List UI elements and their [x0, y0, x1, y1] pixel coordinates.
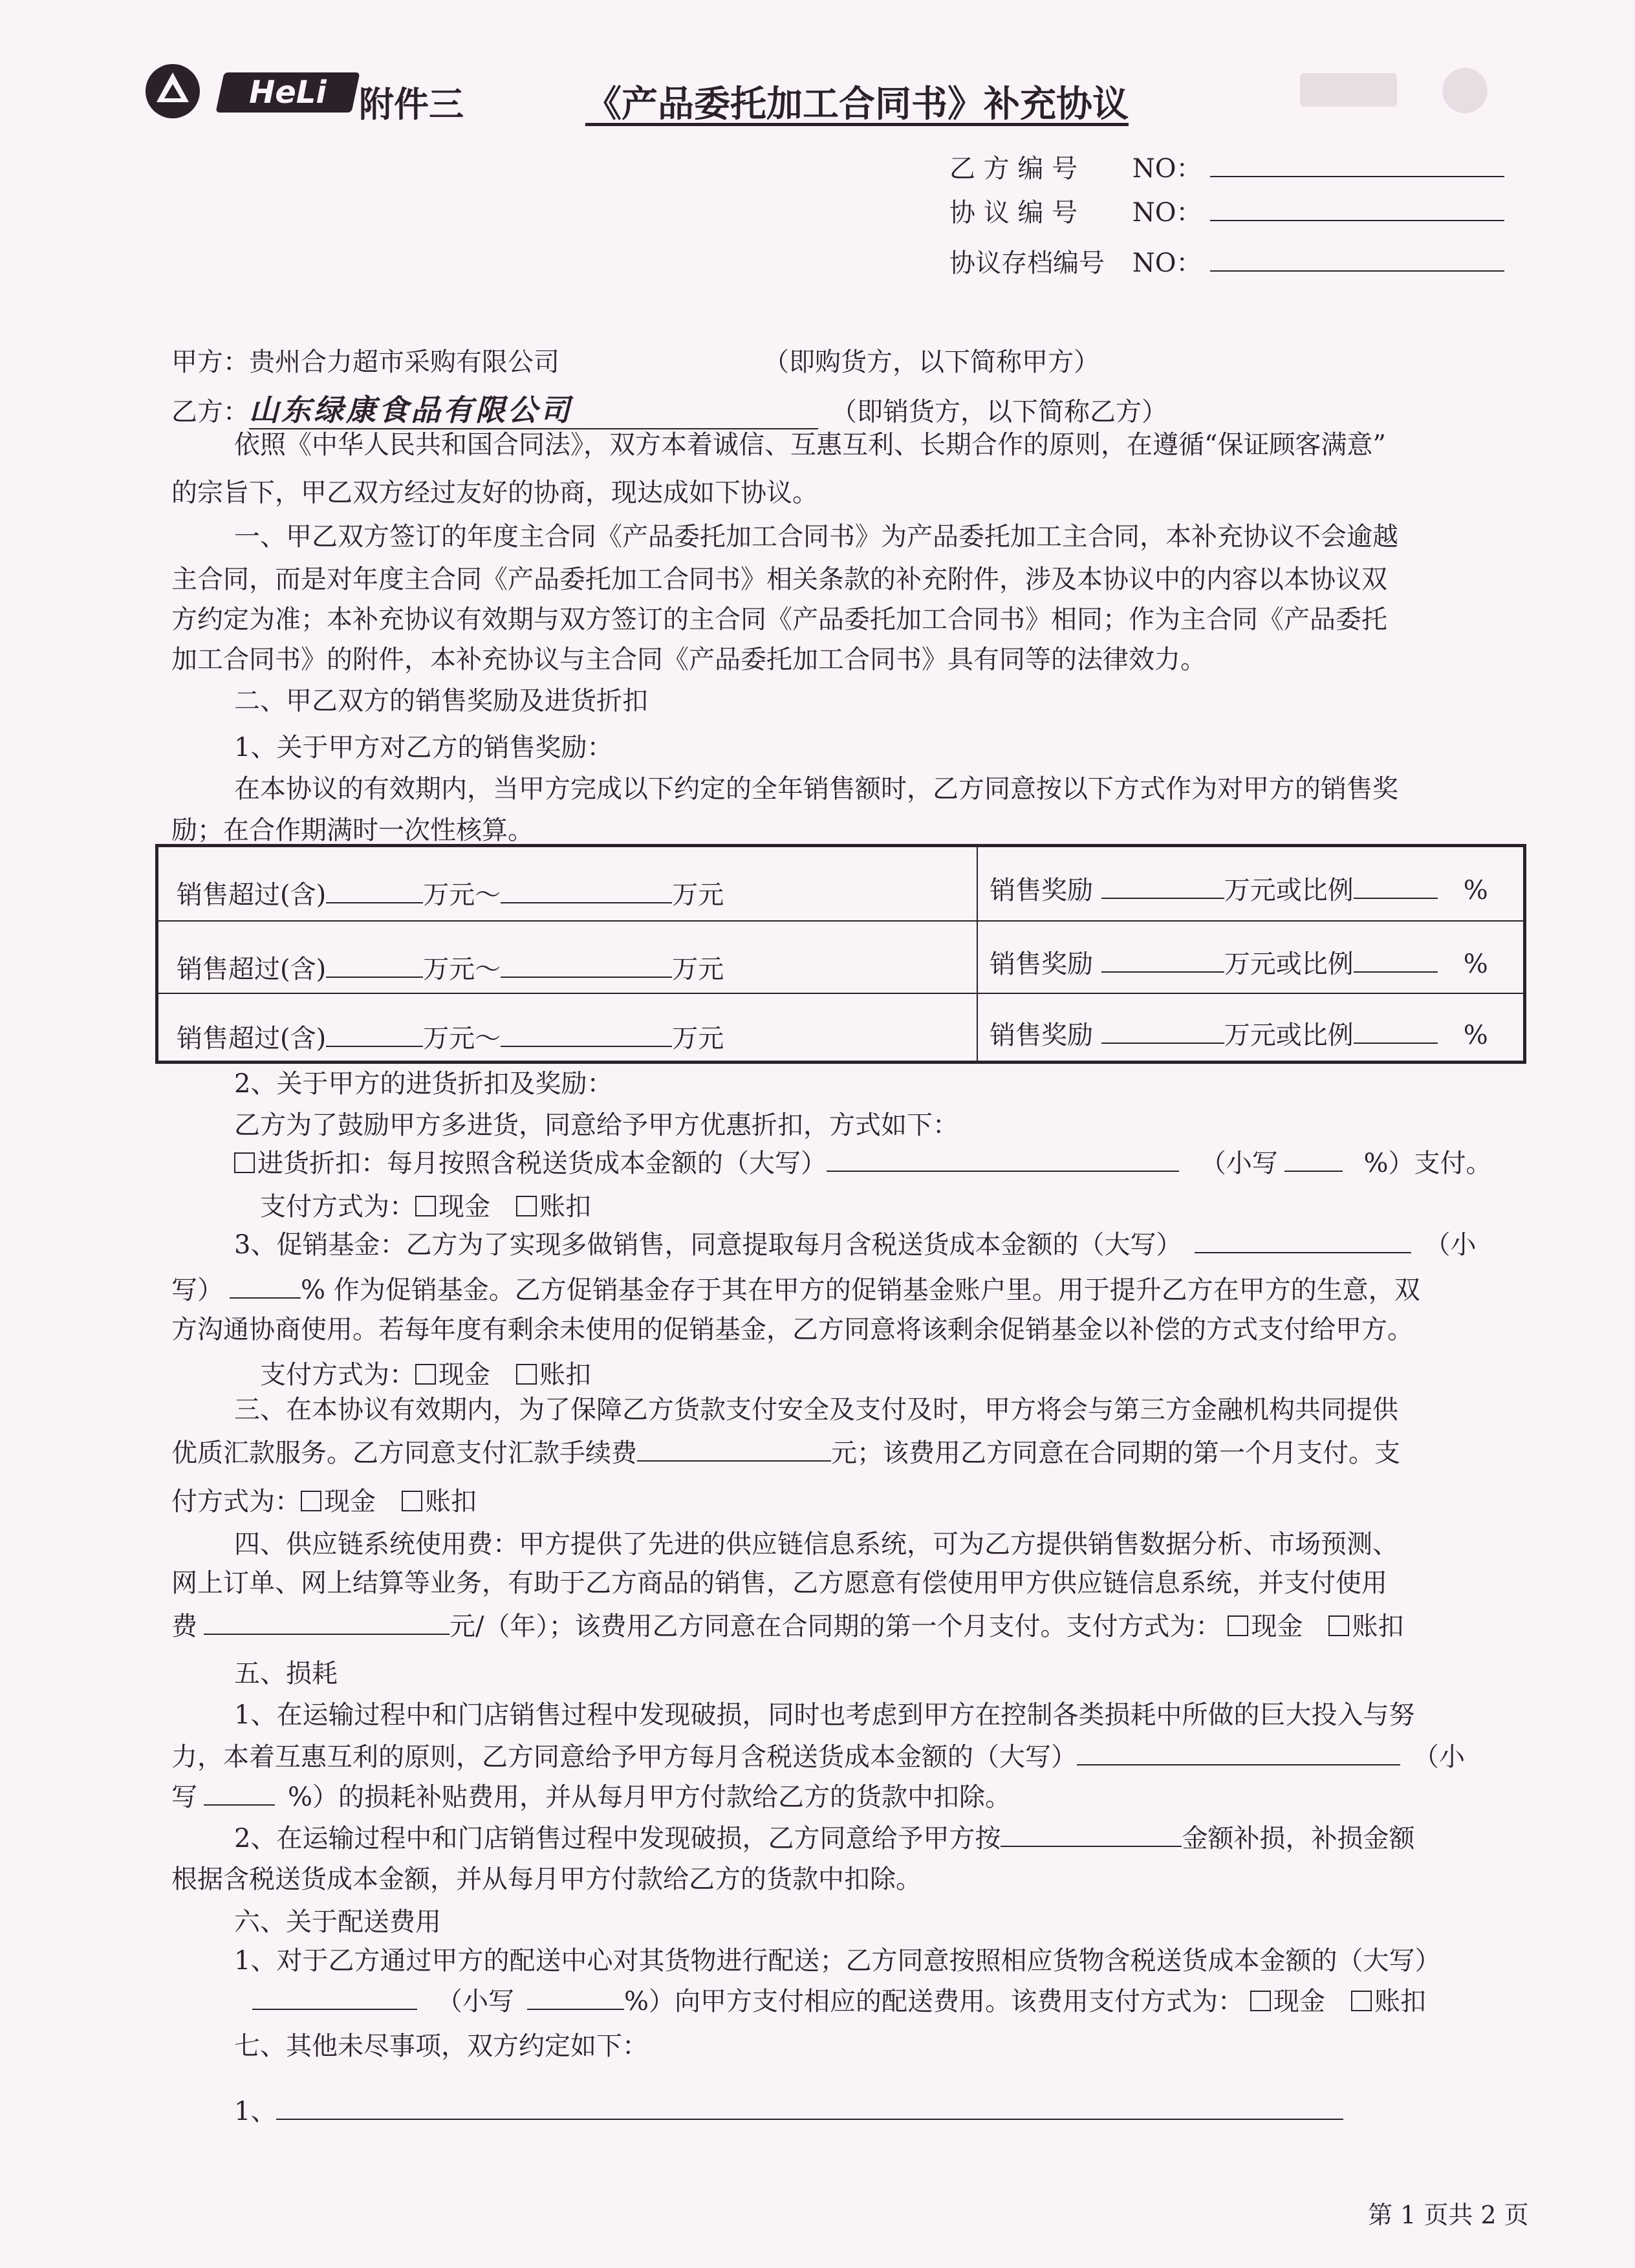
- table-cell-unit: 万元～: [423, 880, 501, 910]
- deduct-checkbox[interactable]: [1351, 1991, 1372, 2011]
- cash-checkbox[interactable]: [415, 1364, 436, 1385]
- table-cell-label: 销售超过(含): [177, 955, 327, 984]
- party-b-name-handwritten: 山东绿康食品有限公司: [249, 392, 818, 429]
- archive-number-no: NO：: [1132, 248, 1202, 278]
- system-fee-text: 费: [171, 1612, 197, 1641]
- table-cell-unit: %: [1463, 949, 1488, 979]
- max-amount-field[interactable]: [501, 1020, 672, 1047]
- min-amount-field[interactable]: [326, 1020, 423, 1047]
- table-cell-unit: 万元或比例: [1224, 949, 1354, 979]
- agreement-number-row: [949, 194, 1504, 231]
- section2-1-title: 1、关于甲方对乙方的销售奖励：: [234, 733, 613, 762]
- heli-logo: [144, 62, 202, 120]
- other-matter-field[interactable]: [276, 2093, 1343, 2120]
- deduct-label: 账扣: [425, 1487, 477, 1517]
- promotion-fund-uppercase-field[interactable]: [1195, 1226, 1411, 1253]
- table-row: [990, 872, 1488, 909]
- loss-subsidy-text: 力，本着互惠互利的原则，乙方同意给予甲方每月含税送货成本金额的（大写）: [171, 1742, 1077, 1772]
- table-row: [177, 1020, 724, 1057]
- deduct-label: 账扣: [539, 1360, 591, 1390]
- brand-name: HeLi: [249, 74, 327, 111]
- intro-line-2: 的宗旨下，甲乙双方经过友好的协商，现达成如下协议。: [171, 478, 818, 508]
- section3-line-2: [171, 1434, 1400, 1471]
- damage-compensation-text: 金额补损，补损金额: [1182, 1824, 1415, 1853]
- party-a-row: [171, 344, 1099, 380]
- section5-2-line-1: [234, 1820, 1414, 1857]
- section5-1-line-3: [171, 1778, 1011, 1815]
- cash-checkbox[interactable]: [301, 1491, 321, 1511]
- table-cell-label: 销售奖励: [990, 876, 1093, 905]
- deduct-label: 账扣: [539, 1192, 591, 1222]
- page-number: 第 1 页共 2 页: [1368, 2201, 1529, 2229]
- min-amount-field[interactable]: [326, 951, 423, 978]
- section5-1-line-1: 1、在运输过程中和门店销售过程中发现破损，同时也考虑到甲方在控制各类损耗中所做的巨大投入与努: [234, 1700, 1415, 1730]
- section7-item-1: [234, 2093, 1343, 2130]
- section2-1-line-1: 在本协议的有效期内，当甲方完成以下约定的全年销售额时，乙方同意按以下方式作为对甲方的销售奖: [234, 774, 1398, 804]
- page-title: 《产品委托加工合同书》补充协议: [585, 83, 1129, 125]
- lowercase-label-end: 写: [171, 1782, 197, 1812]
- delivery-fee-text: %）向甲方支付相应的配送费用。该费用支付方式为：: [624, 1987, 1244, 2016]
- table-cell-label: 销售超过(含): [177, 1024, 327, 1053]
- loss-subsidy-text: %）的损耗补贴费用，并从每月甲方付款给乙方的货款中扣除。: [288, 1782, 1012, 1812]
- lowercase-label: （小: [1424, 1230, 1477, 1260]
- table-row: [177, 876, 724, 913]
- deduct-label: 账扣: [1352, 1612, 1404, 1641]
- section1-line-2: 主合同，而是对年度主合同《产品委托加工合同书》相关条款的补充附件，涉及本协议中的内容以本协议双: [171, 565, 1387, 594]
- promotion-fund-line-3: 方沟通协商使用。若每年度有剩余未使用的促销基金，乙方同意将该剩余促销基金以补偿的方式支付给甲方。: [171, 1315, 1413, 1345]
- loss-subsidy-uppercase-field[interactable]: [1077, 1738, 1400, 1766]
- table-cell-unit: 万元或比例: [1224, 876, 1354, 905]
- reward-ratio-field[interactable]: [1354, 945, 1438, 973]
- damage-compensation-text: 2、在运输过程中和门店销售过程中发现破损，乙方同意给予甲方按: [234, 1824, 1001, 1853]
- section4-line-2: 网上订单、网上结算等业务，有助于乙方商品的销售，乙方愿意有偿使用甲方供应链信息系统，并支付使用: [171, 1568, 1387, 1598]
- party-a-label: 甲方：: [171, 347, 249, 377]
- lowercase-label: （小写: [1200, 1149, 1278, 1178]
- section6-line-1: 1、对于乙方通过甲方的配送中心对其货物进行配送；乙方同意按照相应货物含税送货成本金额的（大写）: [234, 1946, 1441, 1976]
- table-cell-label: 销售奖励: [990, 1021, 1093, 1050]
- cash-label: 现金: [439, 1360, 490, 1390]
- section6-line-2: [252, 1983, 1426, 2020]
- party-a-name: 贵州合力超市采购有限公司: [249, 347, 559, 377]
- cash-label: 现金: [1273, 1987, 1326, 2016]
- promotion-fund-text: 3、促销基金：乙方为了实现多做销售，同意提取每月含税送货成本金额的（大写）: [234, 1230, 1182, 1260]
- table-cell-unit: 万元: [672, 880, 724, 910]
- section2-2-line-1: 乙方为了鼓励甲方多进货，同意给予甲方优惠折扣，方式如下：: [234, 1110, 958, 1140]
- table-cell-unit: 万元或比例: [1224, 1021, 1354, 1050]
- promotion-fund-lowercase-field[interactable]: [230, 1271, 301, 1299]
- payment-label: 支付方式为：: [260, 1360, 415, 1390]
- promotion-fund-payment-row: [260, 1357, 591, 1393]
- heli-brand-badge: [215, 72, 360, 113]
- section1-line-3: 方约定为准；本补充协议有效期与双方签订的主合同《产品委托加工合同书》相同；作为主合同《产品委托: [171, 605, 1387, 634]
- party-b-number-no: NO：: [1132, 154, 1202, 184]
- table-row: [177, 951, 724, 988]
- system-fee-field[interactable]: [204, 1608, 449, 1635]
- agreement-number-label: 协 议 编 号: [949, 198, 1078, 228]
- archive-number-row: [949, 244, 1504, 281]
- agreement-number-field[interactable]: [1210, 194, 1504, 221]
- section4-line-1: 四、供应链系统使用费：甲方提供了先进的供应链信息系统，可为乙方提供销售数据分析、市场预测、: [234, 1529, 1398, 1559]
- cash-checkbox[interactable]: [1228, 1615, 1248, 1636]
- agreement-number-no: NO：: [1132, 198, 1202, 228]
- section2-2-title: 2、关于甲方的进货折扣及奖励：: [234, 1069, 613, 1099]
- percent-pay-label: %）支付。: [1363, 1149, 1492, 1178]
- delivery-fee-lowercase-field[interactable]: [527, 1983, 624, 2010]
- table-cell-unit: 万元: [672, 955, 724, 984]
- system-fee-text: 元/（年）；该费用乙方同意在合同期的第一个月支付。支付方式为：: [449, 1612, 1222, 1641]
- cash-checkbox[interactable]: [1250, 1991, 1271, 2011]
- party-b-row: [171, 392, 1167, 430]
- table-cell-unit: %: [1463, 1021, 1488, 1050]
- cash-checkbox[interactable]: [415, 1196, 436, 1216]
- party-b-number-field[interactable]: [1210, 150, 1504, 177]
- item-number: 1、: [234, 2097, 277, 2126]
- section2-title: 二、甲乙双方的销售奖励及进货折扣: [234, 686, 648, 716]
- reward-amount-field[interactable]: [1101, 1017, 1224, 1044]
- bleed-through-logo: [1300, 61, 1578, 120]
- reward-ratio-field[interactable]: [1354, 1017, 1438, 1044]
- table-cell-unit: 万元: [672, 1024, 724, 1053]
- min-amount-field[interactable]: [326, 876, 423, 903]
- section7-title: 七、其他未尽事项，双方约定如下：: [234, 2031, 648, 2061]
- party-b-number-row: [949, 150, 1504, 187]
- table-row: [990, 1017, 1488, 1053]
- purchase-discount-payment-row: [260, 1189, 591, 1225]
- section5-2-line-2: 根据含税送货成本金额，并从每月甲方付款给乙方的货款中扣除。: [171, 1864, 922, 1894]
- cash-label: 现金: [324, 1487, 376, 1517]
- purchase-discount-uppercase-field[interactable]: [827, 1145, 1179, 1172]
- remittance-fee-field[interactable]: [637, 1434, 831, 1462]
- deduct-label: 账扣: [1374, 1987, 1427, 2016]
- loss-subsidy-lowercase-field[interactable]: [204, 1778, 275, 1806]
- party-b-label: 乙方：: [171, 397, 249, 427]
- archive-number-label: 协议存档编号: [949, 248, 1105, 278]
- table-cell-unit: %: [1463, 876, 1488, 905]
- table-cell-label: 销售超过(含): [177, 880, 327, 910]
- section1-line-4: 加工合同书》的附件，本补充协议与主合同《产品委托加工合同书》具有同等的法律效力。: [171, 645, 1206, 675]
- table-cell-unit: 万元～: [423, 955, 501, 984]
- section5-1-line-2: [171, 1738, 1465, 1775]
- section1-line-1: 一、甲乙双方签订的年度主合同《产品委托加工合同书》为产品委托加工主合同，本补充协议不会逾越: [234, 522, 1398, 552]
- table-row: [990, 945, 1488, 982]
- max-amount-field[interactable]: [501, 876, 672, 903]
- deduct-checkbox[interactable]: [1328, 1615, 1349, 1636]
- cash-label: 现金: [439, 1192, 490, 1222]
- purchase-discount-lowercase-field[interactable]: [1284, 1145, 1343, 1172]
- reward-amount-field[interactable]: [1101, 872, 1224, 899]
- table-cell-unit: 万元～: [423, 1024, 501, 1053]
- payment-label: 支付方式为：: [260, 1192, 415, 1222]
- purchase-discount-text: 进货折扣：每月按照含税送货成本金额的（大写）: [257, 1149, 827, 1178]
- party-b-number-label: 乙 方 编 号: [949, 154, 1078, 184]
- remittance-fee-text: 元；该费用乙方同意在合同期的第一个月支付。支: [831, 1438, 1400, 1468]
- section5-title: 五、损耗: [234, 1659, 338, 1689]
- archive-number-field[interactable]: [1210, 244, 1504, 272]
- attachment-label: 附件三: [359, 83, 464, 125]
- deduct-checkbox[interactable]: [402, 1491, 422, 1511]
- purchase-discount-checkbox[interactable]: [234, 1152, 255, 1173]
- cash-label: 现金: [1251, 1612, 1303, 1641]
- lowercase-label-end: 写）: [171, 1275, 223, 1305]
- lowercase-label: （小写: [437, 1987, 514, 2016]
- section4-line-3: [171, 1608, 1403, 1645]
- intro-line-1: 依照《中华人民共和国合同法》，双方本着诚信、互惠互利、长期合作的原则，在遵循“保证顾客满意”: [234, 430, 1386, 460]
- section3-line-1: 三、在本协议有效期内，为了保障乙方货款支付安全及支付及时，甲方将会与第三方金融机构共同提供: [234, 1395, 1398, 1425]
- deduct-checkbox[interactable]: [516, 1196, 537, 1216]
- section6-title: 六、关于配送费用: [234, 1907, 441, 1937]
- reward-amount-field[interactable]: [1101, 945, 1224, 973]
- damage-compensation-field[interactable]: [1001, 1820, 1182, 1847]
- promotion-fund-line-1: [234, 1226, 1476, 1263]
- party-a-note: （即购货方，以下简称甲方）: [763, 347, 1099, 377]
- promotion-fund-text: % 作为促销基金。乙方促销基金存于其在甲方的促销基金账户里。用于提升乙方在甲方的生意，双: [301, 1275, 1420, 1305]
- max-amount-field[interactable]: [501, 951, 672, 978]
- reward-ratio-field[interactable]: [1354, 872, 1438, 899]
- table-cell-label: 销售奖励: [990, 949, 1093, 979]
- lowercase-label: （小: [1413, 1742, 1465, 1772]
- purchase-discount-row: [234, 1145, 1491, 1182]
- deduct-checkbox[interactable]: [516, 1364, 537, 1385]
- section2-1-line-2: 励；在合作期满时一次性核算。: [171, 815, 534, 845]
- party-b-note: （即销货方，以下简称乙方）: [831, 397, 1167, 427]
- remittance-fee-text: 优质汇款服务。乙方同意支付汇款手续费: [171, 1438, 637, 1468]
- promotion-fund-line-2: [171, 1271, 1420, 1308]
- payment-label: 付方式为：: [171, 1487, 301, 1517]
- sales-reward-table: [155, 844, 1526, 1064]
- delivery-fee-uppercase-field[interactable]: [252, 1983, 417, 2010]
- section3-payment-row: [171, 1484, 477, 1520]
